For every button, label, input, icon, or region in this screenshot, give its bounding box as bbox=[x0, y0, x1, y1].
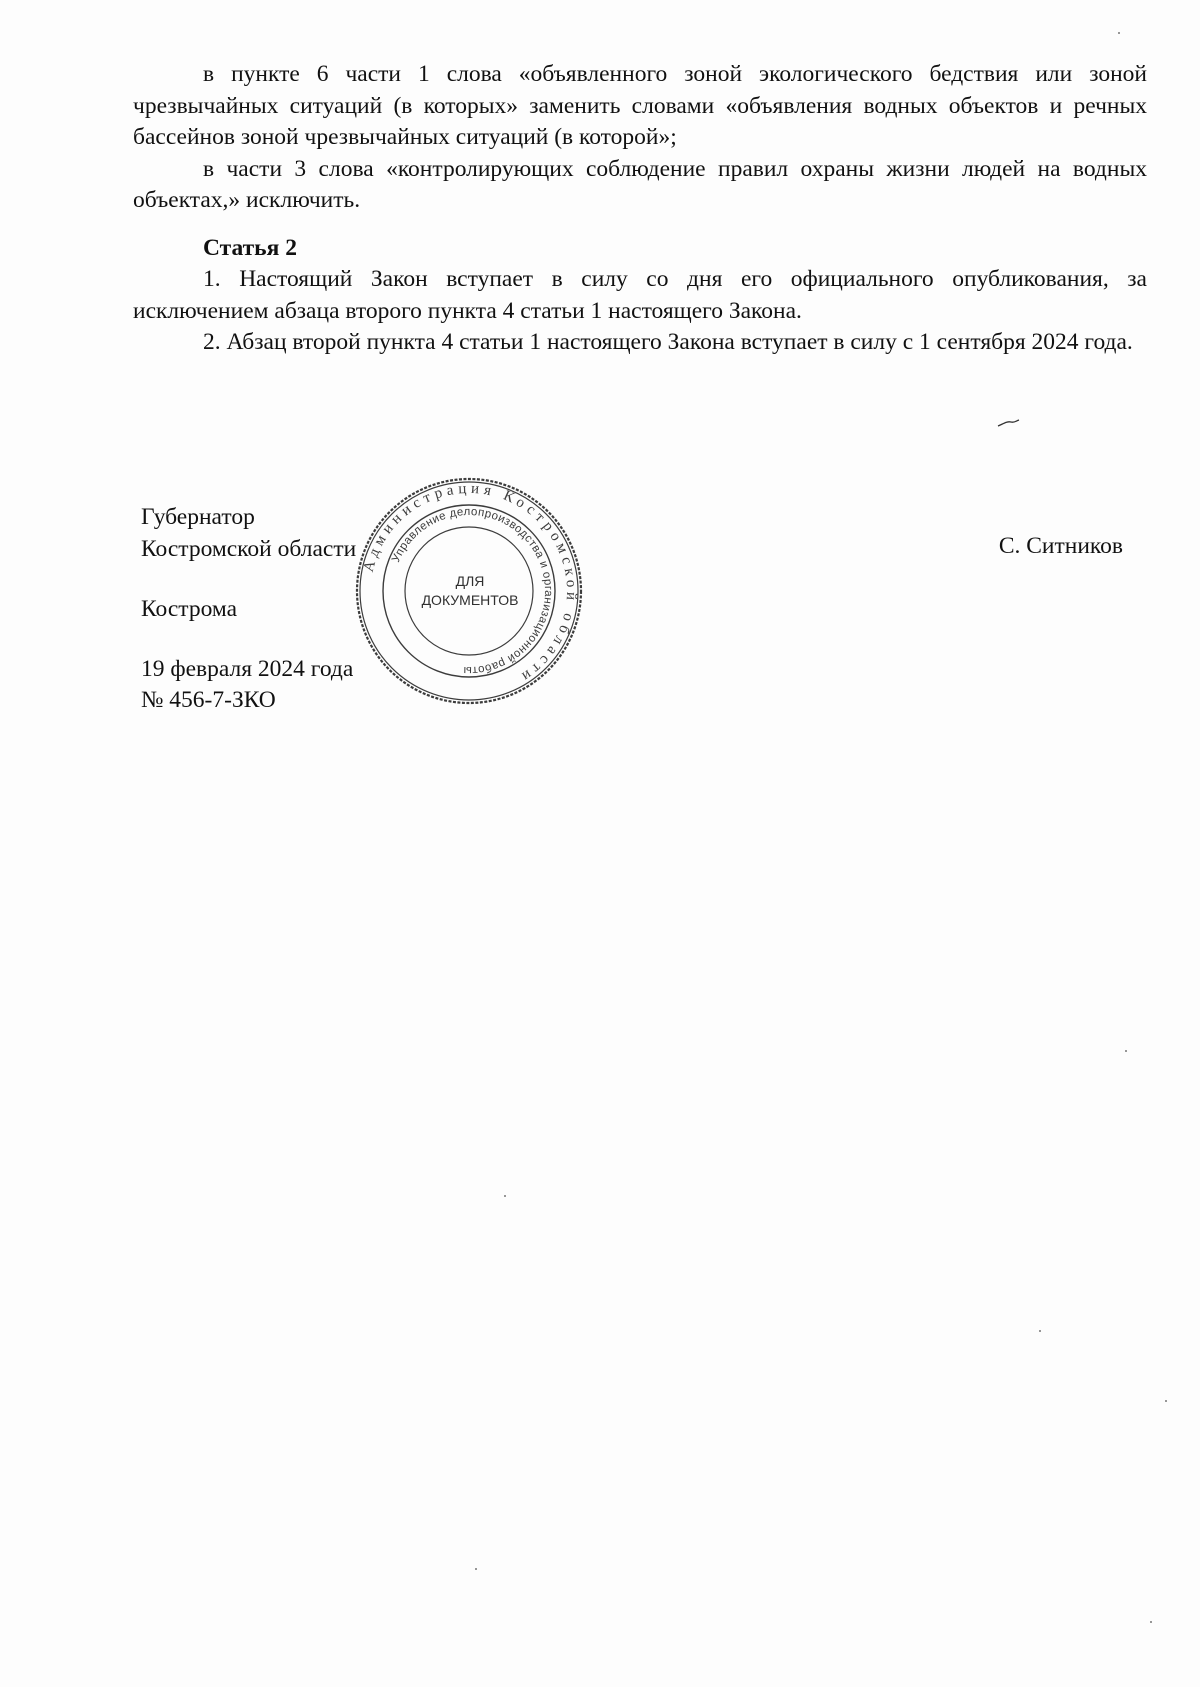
scan-speck bbox=[1150, 1621, 1152, 1623]
signing-date: 19 февраля 2024 года bbox=[141, 655, 354, 682]
signer-title-line2: Костромской области bbox=[141, 535, 357, 562]
signer-title-line1: Губернатор bbox=[141, 504, 255, 530]
scan-speck bbox=[1118, 32, 1120, 34]
law-number: № 456-7-ЗКО bbox=[141, 687, 276, 713]
stamp-center-line2: ДОКУМЕНТОВ bbox=[421, 592, 519, 608]
paragraph-amendment-part-3: в части 3 слова «контролирующих соблюдение правил охраны жизни людей на водных объектах,» исключить. bbox=[133, 155, 1147, 213]
scan-speck bbox=[475, 1568, 477, 1570]
signing-city: Кострома bbox=[141, 596, 238, 622]
article-heading: Статья 2 bbox=[203, 234, 297, 261]
ink-mark-icon bbox=[997, 418, 1021, 428]
stamp-inner-text: Управление делопроизводства и организационной работы bbox=[390, 505, 555, 677]
signer-block bbox=[141, 502, 356, 717]
stamp-outer-text: Администрация Костромской области bbox=[360, 480, 580, 687]
paragraph-amendment-part-1: в пункте 6 части 1 слова «объявленного зоной экологического бедствия или зоной чрезвычайных ситуаций (в которых» заменить словами «объявления водных объектов и речных бассейнов зоной чрезвычайных ситуаций (в которой»; bbox=[133, 61, 1147, 150]
scan-speck bbox=[1165, 1400, 1167, 1402]
stamp-center-line1: ДЛЯ bbox=[455, 573, 485, 589]
scan-speck bbox=[1039, 1330, 1041, 1332]
law-text bbox=[133, 59, 1147, 359]
paragraph-entry-into-force-2: 2. Абзац второй пункта 4 статьи 1 настоящего Закона вступает в силу с 1 сентября 2024 года. bbox=[203, 329, 1133, 355]
scan-speck bbox=[1125, 1050, 1127, 1052]
scan-speck bbox=[504, 1195, 506, 1197]
paragraph-entry-into-force-1: 1. Настоящий Закон вступает в силу со дня его официального опубликования, за исключением абзаца второго пункта 4 статьи 1 настоящего Закона. bbox=[133, 266, 1147, 324]
official-stamp bbox=[352, 474, 586, 708]
signer-name: С. Ситников bbox=[998, 533, 1123, 559]
